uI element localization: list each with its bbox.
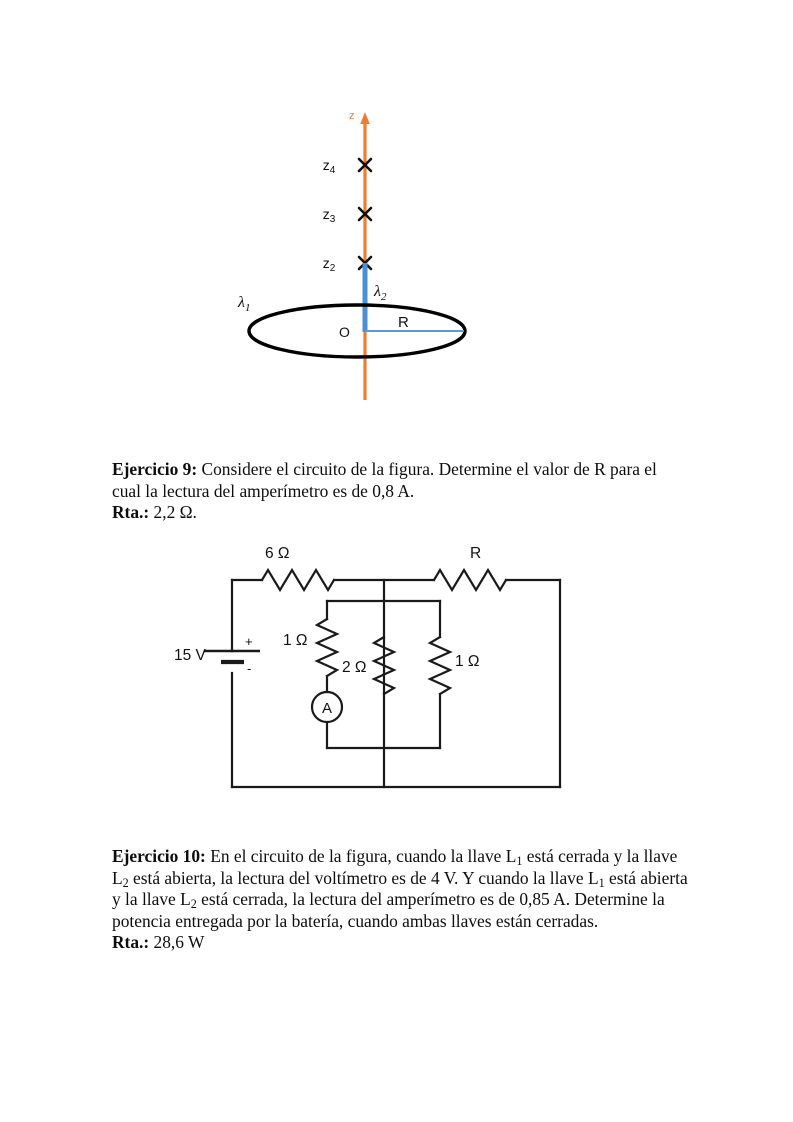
exercise-9-body: Considere el circuito de la figura. Determine el valor de R para el cual la lectura del amperímetro es de 0,8 A. <box>112 459 657 501</box>
label-battery-plus: + <box>245 634 253 649</box>
label-resistor-R: R <box>470 545 482 562</box>
lambda1-label: $\lambda_1$ <box>238 294 251 314</box>
exercise-10-answer-body: 28,6 W <box>149 932 205 952</box>
ring-figure-svg <box>0 0 793 430</box>
battery-symbol <box>204 651 260 662</box>
exercise-10-answer <box>112 932 690 954</box>
exercise-10-text <box>112 846 690 954</box>
z-axis-arrowhead <box>360 112 370 124</box>
resistor-6ohm-zigzag <box>262 570 334 590</box>
exercise-10-body-3: está abierta, la lectura del voltímetro es de 4 V. Y cuando la llave L <box>128 867 599 888</box>
origin-label: O <box>339 324 350 340</box>
lambda2-label: $\lambda_2$ <box>374 283 387 303</box>
exercise-9-answer <box>112 502 690 524</box>
circuit-wires <box>232 570 560 787</box>
exercise-9-answer-body: 2,2 Ω. <box>149 502 197 522</box>
exercise-10-sub-3: 1 <box>598 875 605 890</box>
resistor-1ohm-left-zigzag <box>317 619 337 676</box>
exercise-10-sub-4: 2 <box>190 897 197 912</box>
label-resistor-1ohm-left: 1 Ω <box>283 632 308 649</box>
exercise-10-lead: Ejercicio 10: <box>112 846 206 866</box>
label-resistor-2ohm: 2 Ω <box>342 659 367 676</box>
exercise-9-answer-lead: Rta.: <box>112 502 150 522</box>
label-resistor-6ohm: 6 Ω <box>265 545 290 562</box>
exercise-10-answer-lead: Rta.: <box>112 932 150 952</box>
exercise-10-body-5: está cerrada, la lectura del amperímetro es de 0,85 A. Determine la potencia entregada por la batería, cuando ambas llaves están cerradas. <box>112 889 665 931</box>
label-battery-voltage: 15 V <box>174 647 206 664</box>
figure-circuit-exercise-9 <box>0 535 793 810</box>
exercise-10-sub-1: 1 <box>516 854 523 869</box>
tick-label-z2: $z_2$ <box>322 255 336 274</box>
exercise-10-body-4: está abierta y la llave L <box>112 867 688 909</box>
tick-label-z3: $z_3$ <box>322 206 336 225</box>
exercise-10-sub-2: 2 <box>122 875 129 890</box>
ammeter-label: A <box>321 700 333 717</box>
label-battery-minus: - <box>247 661 252 676</box>
resistor-1ohm-right-zigzag <box>430 637 450 694</box>
circuit-diagram-svg <box>0 535 793 810</box>
exercise-10-body-1: En el circuito de la figura, cuando la llave L <box>205 846 517 866</box>
tick-label-z4: $z_4$ <box>322 157 336 176</box>
exercise-10-body-2: está cerrada y la llave L <box>112 846 678 888</box>
radius-label: R <box>398 314 409 331</box>
exercise-9-text <box>112 459 690 524</box>
z-axis-label: z <box>349 110 355 122</box>
label-resistor-1ohm-right: 1 Ω <box>455 653 480 670</box>
exercise-10-statement <box>112 846 690 932</box>
figure-ring-and-line-charge <box>0 0 793 430</box>
resistor-R-zigzag <box>434 570 506 590</box>
exercise-9-statement <box>112 459 690 502</box>
exercise-9-lead: Ejercicio 9: <box>112 459 198 479</box>
